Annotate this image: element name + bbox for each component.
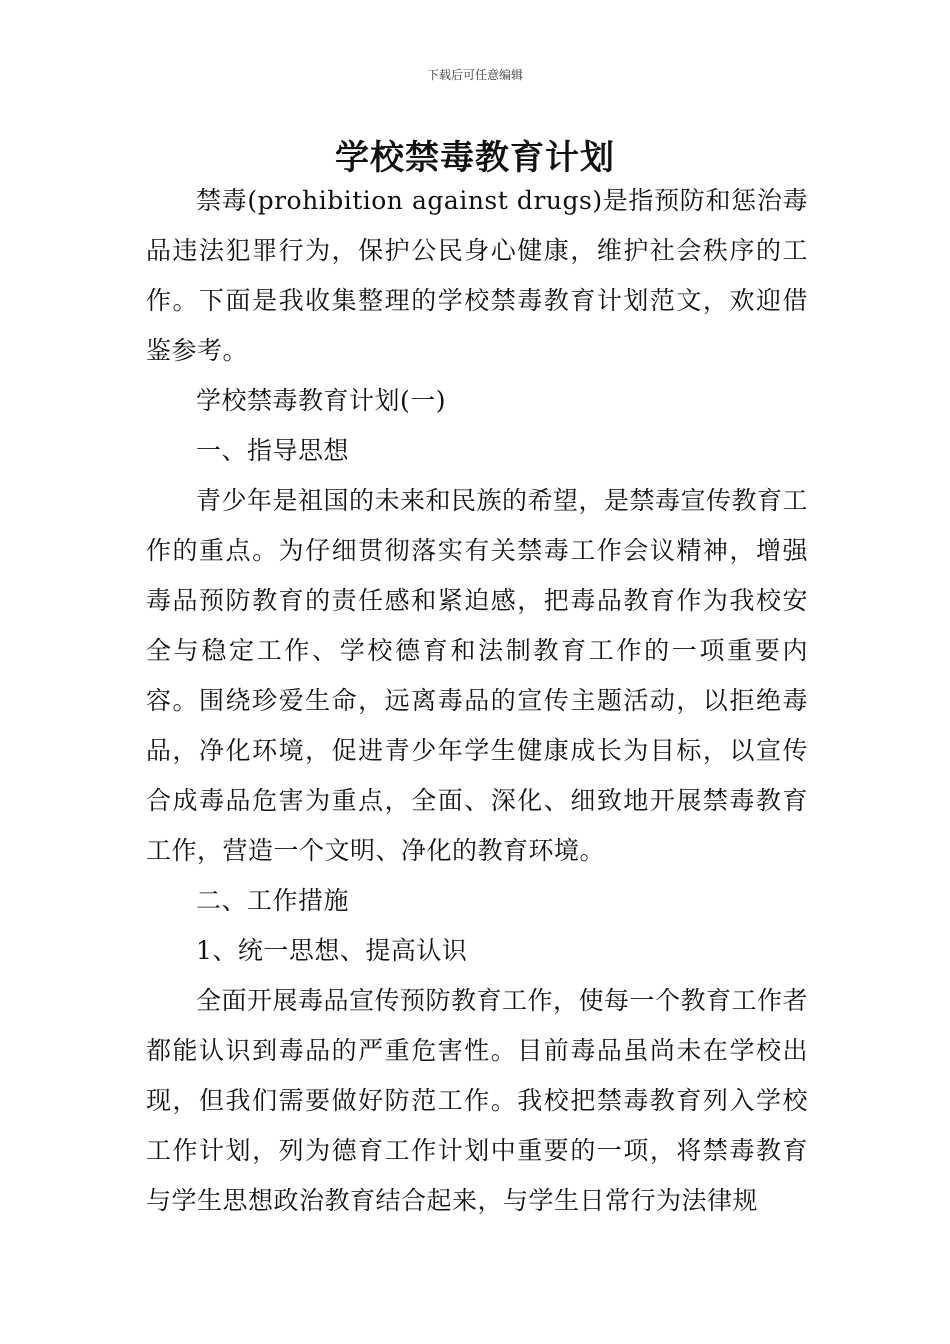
document-title: 学校禁毒教育计划 [335, 138, 615, 178]
page-header-note: 下载后可任意编辑 [426, 68, 523, 82]
section-heading-plan-1: 学校禁毒教育计划(一) [196, 386, 447, 415]
paragraph-guiding-thought: 青少年是祖国的未来和民族的希望，是禁毒宣传教育工作的重点。为仔细贯彻落实有关禁毒工作会议精神，增强毒品预防教育的责任感和紧迫感，把毒品教育作为我校安全与稳定工作、学校德育和法制教育工作的一项重要内容。围绕珍爱生命，远离毒品的宣传主题活动，以拒绝毒品，净化环境，促进青少年学生健康成长为目标，以宣传合成毒品危害为重点，全面、深化、细致地开展禁毒教育工作，营造一个文明、净化的教育环境。 [146, 486, 809, 865]
paragraph-intro: 禁毒(prohibition against drugs)是指预防和惩治毒品违法犯罪行为，保护公民身心健康，维护社会秩序的工作。下面是我收集整理的学校禁毒教育计划范文，欢迎借鉴参考。 [146, 186, 808, 365]
section-heading-guiding-thought: 一、指导思想 [196, 436, 350, 465]
section-heading-work-measures: 二、工作措施 [196, 886, 350, 915]
paragraph-unify-thinking: 全面开展毒品宣传预防教育工作，使每一个教育工作者都能认识到毒品的严重危害性。目前毒品虽尚未在学校出现，但我们需要做好防范工作。我校把禁毒教育列入学校工作计划，列为德育工作计划中重要的一项，将禁毒教育与学生思想政治教育结合起来，与学生日常行为法律规 [146, 986, 809, 1215]
subsection-heading-unify-thinking: 1、统一思想、提高认识 [196, 936, 468, 965]
document-body [146, 176, 808, 1226]
